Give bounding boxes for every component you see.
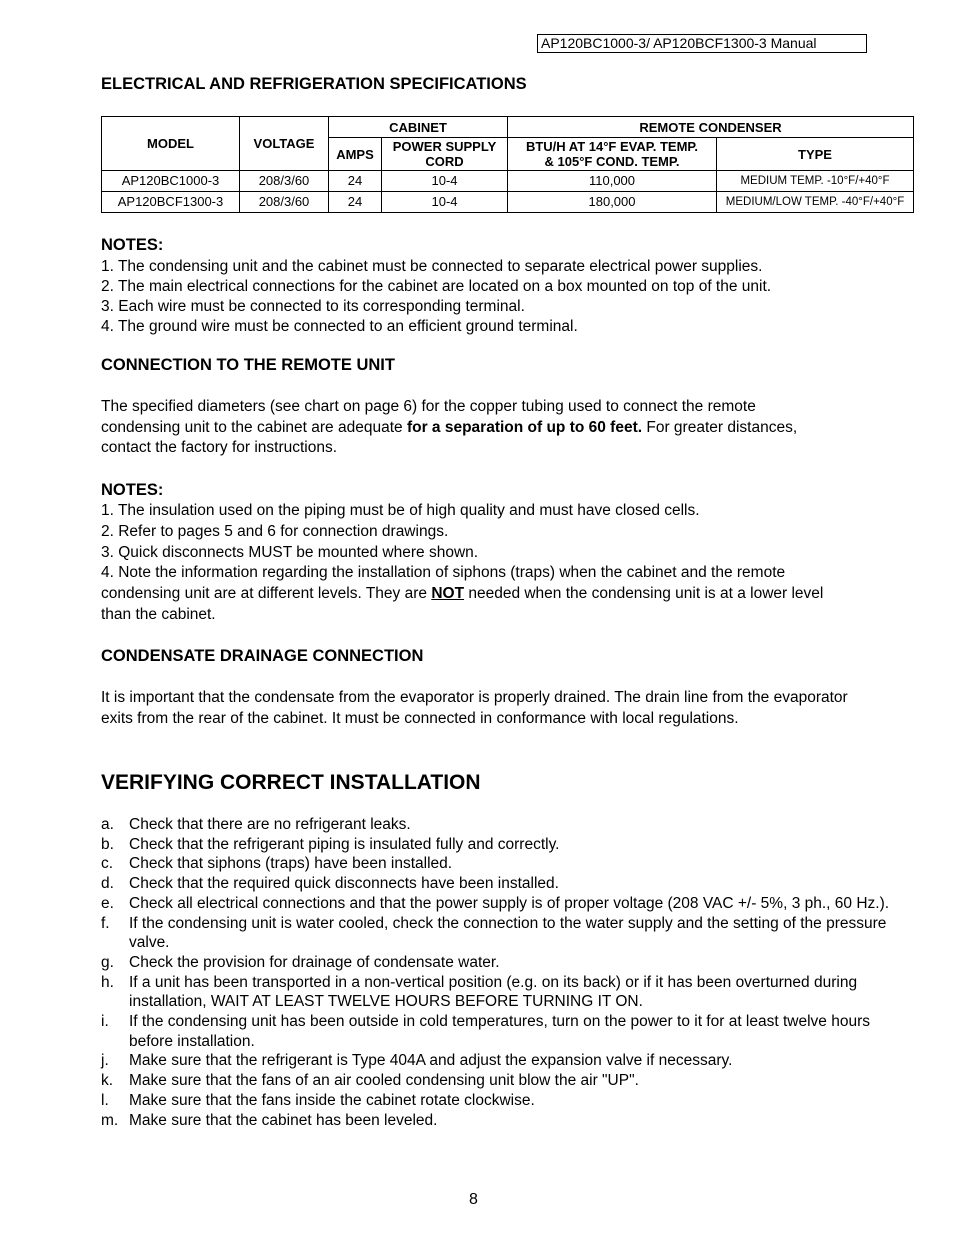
list-item [101,1071,891,1091]
cell-amps: 24 [329,192,382,213]
btu-header-line1: BTU/H AT 14°F EVAP. TEMP. [525,139,699,154]
cell-type: MEDIUM/LOW TEMP. -40°F/+40°F [717,192,914,213]
item-text: If a unit has been transported in a non-vertical position (e.g. on its back) or if it has been overturned during installation, WAIT AT LEAST TWELVE HOURS BEFORE TURNING IT ON. [129,973,858,1011]
item-letter: c. [101,855,114,873]
list-item: 4. The ground wire must be connected to an efficient ground terminal. [101,318,578,335]
power-supply-line2: CORD [425,154,464,169]
list-item [101,1051,891,1071]
list-item [101,1111,891,1131]
cell-type: MEDIUM TEMP. -10°F/+40°F [717,171,914,192]
list-item: 1. The condensing unit and the cabinet must be connected to separate electrical power supplies. [101,258,763,275]
item-letter: h. [101,973,114,991]
page-number: 8 [469,1191,478,1208]
note4-text-1: 4. Note the information regarding the installation of siphons (traps) when the cabinet and the remote condensing unit are at different levels. They are [101,564,786,603]
item-text: If the condensing unit has been outside in cold temperatures, turn on the power to it for at least twelve hours before installation. [129,1013,870,1050]
item-text: If the condensing unit is water cooled, check the connection to the water supply and the setting of the pressure valve. [129,914,887,952]
list-item: 3. Each wire must be connected to its corresponding terminal. [101,298,525,315]
cell-cord: 10-4 [382,171,508,192]
item-text: Check that there are no refrigerant leaks. [129,816,411,833]
table-header-amps: AMPS [329,138,382,171]
notes-heading-1: NOTES: [101,236,164,254]
list-item [101,953,891,973]
cell-btu: 180,000 [508,192,717,213]
list-item [101,914,891,953]
cell-model: AP120BC1000-3 [102,171,240,192]
item-letter: k. [101,1072,114,1090]
list-item: 2. The main electrical connections for the cabinet are located on a box mounted on top of the unit. [101,278,772,295]
list-item [101,835,891,855]
table-row [102,192,914,213]
specs-section-title: ELECTRICAL AND REFRIGERATION SPECIFICATIONS [101,75,527,93]
note4-not-emphasis: NOT [431,585,465,603]
item-text: Check that siphons (traps) have been installed. [129,855,453,873]
drainage-paragraph: It is important that the condensate from the evaporator is properly drained. The drain line from the evaporator exits from the rear of the cabinet. It must be connected in conformance with local regulations. [101,689,848,727]
remote-para-text-1: The specified diameters (see chart on page 6) for the copper tubing used to connect the remote condensing unit to the cabinet are adequate [101,398,756,436]
drainage-section-title: CONDENSATE DRAINAGE CONNECTION [101,647,424,665]
table-header-type: TYPE [717,138,914,171]
remote-unit-section-title: CONNECTION TO THE REMOTE UNIT [101,356,395,374]
cell-model: AP120BCF1300-3 [102,192,240,213]
remote-unit-paragraph [101,397,831,459]
verify-section-title: VERIFYING CORRECT INSTALLATION [101,771,481,794]
item-text: Make sure that the cabinet has been leveled. [129,1111,438,1129]
list-item [101,854,891,874]
item-letter: d. [101,875,114,893]
notes-list-2 [101,501,851,626]
item-letter: a. [101,816,114,833]
item-letter: e. [101,894,114,912]
list-item [101,815,891,835]
remote-para-bold: for a separation of up to 60 feet. [406,418,643,436]
list-item: 1. The insulation used on the piping must be of high quality and must have closed cells. [101,502,700,519]
table-header-remote-condenser: REMOTE CONDENSER [508,117,914,138]
item-letter: g. [101,953,114,971]
table-header-btu [508,138,717,171]
table-row [102,171,914,192]
notes-heading-2: NOTES: [101,481,164,499]
specifications-table [101,116,914,213]
manual-title-header: AP120BC1000-3/ AP120BCF1300-3 Manual [537,34,867,53]
list-item [101,1091,891,1111]
item-text: Check that the refrigerant piping is insulated fully and correctly. [129,835,560,853]
item-text: Check that the required quick disconnects have been installed. [129,875,559,893]
item-letter: i. [101,1013,109,1031]
table-header-cabinet: CABINET [329,117,508,138]
item-letter: j. [101,1052,109,1070]
item-text: Check the provision for drainage of condensate water. [129,953,500,971]
table-header-power-supply-cord [382,138,508,171]
table-header-model: MODEL [102,117,240,171]
item-text: Check all electrical connections and that the power supply is of proper voltage (208 VAC +/- 5%, 3 ph., 60 Hz.). [129,894,890,912]
cell-amps: 24 [329,171,382,192]
note4-text-2: needed when the condensing unit is at a lower level than the cabinet. [101,585,824,623]
item-letter: m. [101,1111,119,1129]
item-letter: l. [101,1091,109,1109]
item-text: Make sure that the fans inside the cabinet rotate clockwise. [129,1091,535,1109]
list-item: 3. Quick disconnects MUST be mounted where shown. [101,543,479,561]
list-item [101,894,891,914]
cell-voltage: 208/3/60 [240,171,329,192]
table-header-voltage: VOLTAGE [240,117,329,171]
list-item [101,563,851,625]
cell-btu: 110,000 [508,171,717,192]
list-item [101,1012,891,1051]
remote-para-text-2: For greater distances, contact the factory for instructions. [101,418,798,456]
list-item [101,973,891,1012]
item-letter: b. [101,835,114,853]
btu-header-line2: & 105°F COND. TEMP. [544,154,680,169]
item-text: Make sure that the fans of an air cooled condensing unit blow the air "UP". [129,1072,639,1090]
power-supply-line1: POWER SUPPLY [392,139,497,154]
cell-voltage: 208/3/60 [240,192,329,213]
item-letter: f. [101,914,110,932]
verify-checklist [101,815,891,1130]
list-item [101,874,891,894]
list-item: 2. Refer to pages 5 and 6 for connection drawings. [101,522,449,540]
item-text: Make sure that the refrigerant is Type 404A and adjust the expansion valve if necessary. [129,1052,733,1070]
cell-cord: 10-4 [382,192,508,213]
notes-list-1 [101,257,891,337]
